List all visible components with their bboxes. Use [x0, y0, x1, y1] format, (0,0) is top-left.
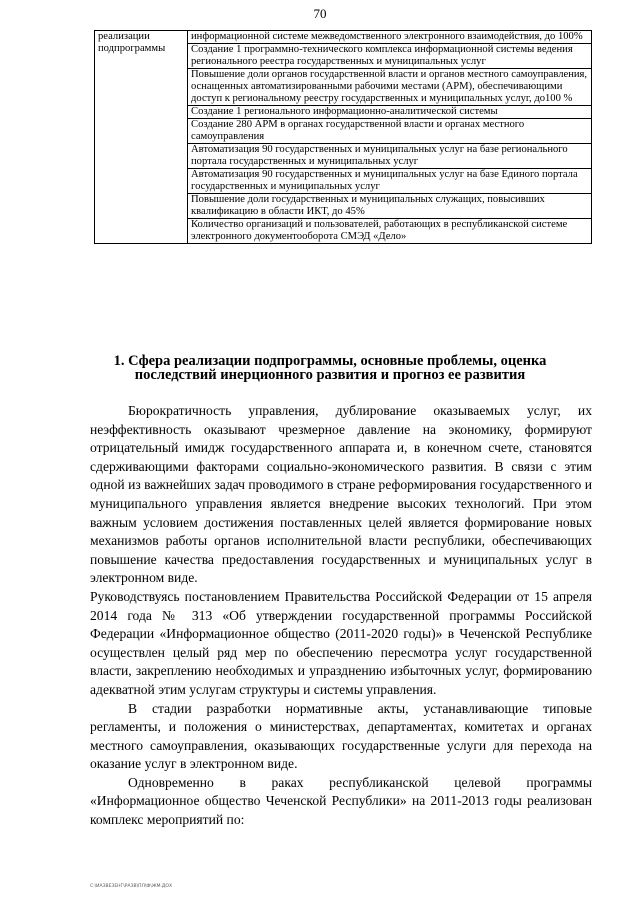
paragraph: В стадии разработки нормативные акты, устанавливающие типовые регламенты, и положения о министерствах, департаментах, комитетах и органах местного самоуправления, оказывающих государственные услуги для перехода на оказание услуг в электронном виде.: [90, 700, 592, 772]
section-heading: 1. Сфера реализации подпрограммы, основные проблемы, оценка последствий инерционного развития и прогноз ее развития: [113, 353, 547, 383]
paragraph: Бюрократичность управления, дублирование оказываемых услуг, их неэффективность оказывают чрезмерное давление на экономику, формируют отрицательный имидж государственного аппарата и, в конечном счете, становятся сдерживающими факторами социально-экономического развития. В связи с этим одной из важнейших задач проводимого в стране реформирования государственного и муниципального управления является внедрение высоких технологий. При этом важным условием достижения поставленных целей является формирование новых механизмов работы органов исполнительной власти республики, обеспечивающих повышение качества предоставления государственных и муниципальных услуг в электронном виде.: [90, 403, 592, 586]
table-cell: Создание 1 регионального информационно-аналитической системы: [188, 106, 592, 119]
table-cell: Автоматизация 90 государственных и муниципальных услуг на базе Единого портала государственных и муниципальных услуг: [188, 169, 592, 194]
table-cell: Повышение доли государственных и муниципальных служащих, повысивших квалификацию в области ИКТ, до 45%: [188, 194, 592, 219]
table-cell: информационной системе межведомственного электронного взаимодействия, до 100%: [188, 31, 592, 44]
paragraph: Одновременно в раках республиканской целевой программы «Информационное общество Чеченской Республики» на 2011-2013 годы реализован комплекс мероприятий по:: [90, 774, 592, 828]
indicators-table: [94, 30, 592, 244]
table-row: [95, 31, 592, 44]
paragraph: Руководствуясь постановлением Правительства Российской Федерации от 15 апреля 2014 года № 313 «Об утверждении государственной программы Российской Федерации «Информационное общество (2011-2020 годы)» в Чеченской Республике осуществлен целый ряд мер по обеспечению пересмотра услуг государственной власти, закреплению необходимых и упразднению избыточных услуг, формированию адекватной этим услугам структуры и системы управления.: [90, 588, 592, 697]
table-cell: Количество организаций и пользователей, работающих в республиканской системе электронного документооборота СМЭД «Дело»: [188, 219, 592, 244]
page-number: 70: [313, 6, 327, 21]
table-cell: Создание 1 программно-технического комплекса информационной системы ведения регионального реестра государственных и муниципальных услуг: [188, 44, 592, 69]
table-cell: Повышение доли органов государственной власти и органов местного самоуправления, оснащенных автоматизированными рабочими местами (АРМ), обеспечивающими доступ к региональному реестру государственных и муниципальных услуг, до100 %: [188, 69, 592, 106]
table-cell: Создание 280 АРМ в органах государственной власти и органах местного самоуправления: [188, 119, 592, 144]
body-text: [90, 402, 592, 830]
table-cell: Автоматизация 90 государственных и муниципальных услуг на базе регионального портала государственных и муниципальных услуг: [188, 144, 592, 169]
footer-path: С:\ИАЗВЕЗЕНГ\РАЗВ\ПЛ\Ф\ЖМ.ДОХ: [90, 884, 173, 889]
table-label-cell: реализации подпрограммы: [95, 31, 188, 244]
